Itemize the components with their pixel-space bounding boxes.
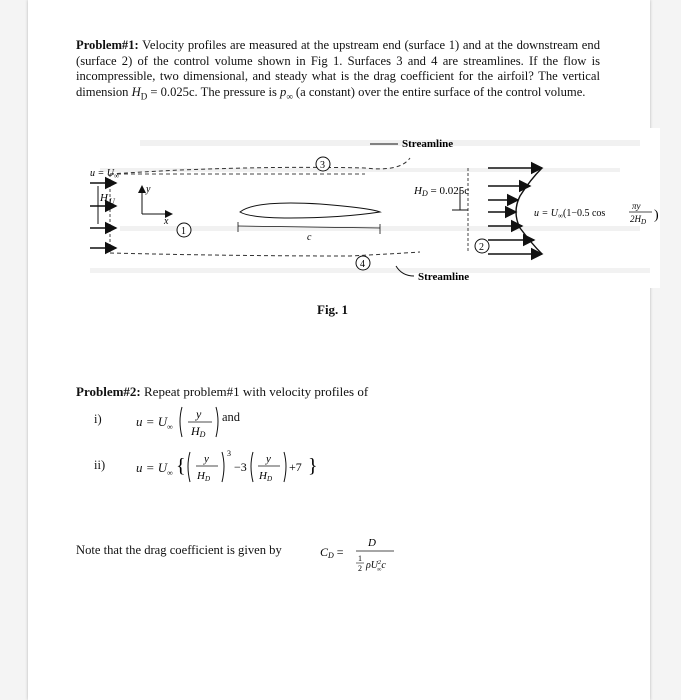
item-i-equation: $u = U_\infty$ [136,414,173,432]
control-volume-figure [80,128,660,288]
svg-text:2HD: $2H_D$ [630,214,647,226]
svg-text:y: y [204,453,209,465]
item-ii-label: ii) [94,458,106,472]
problem-1-paragraph: Problem#1: Velocity profiles are measured at the upstream end (surface 1) and at the downstream end (surface 2) of the control volume shown in Fig 1. Surfaces 3 and 4 are streamlines. If the flow is incompressible, two dimensional, and steady what is the drag coefficient for the airfoil? The vertical dimension $H_D = 0.025c$. The pressure is $p_\infty$ (a constant) over the entire surface of the control volume. [76,38,600,102]
svg-text:}: } [308,455,318,477]
svg-text:1: 1 [181,226,186,237]
svg-text:x: x [164,216,169,227]
svg-text:U: U [109,197,115,206]
label-1-circle [177,223,191,237]
svg-text:HD: HD [191,424,206,439]
svg-text:+7: +7 [289,460,302,474]
svg-text:HD: HD [259,470,273,483]
chord-label: c [307,232,312,243]
svg-text:ρU2∞c: $\rho U^2$ ∞c [366,560,386,573]
document-page [28,0,659,700]
svg-text:1: 1 [358,554,362,563]
problem-2-heading-line: Problem#2: Repeat problem#1 with velocity profiles of [76,384,369,399]
svg-text:D: D [368,537,376,549]
hd-label: HD = 0.025c [414,185,470,198]
svg-text:{: { [176,455,186,477]
item-i-label: i) [94,412,102,426]
problem-1-heading: Problem#1: [76,38,139,52]
drag-coefficient-note: Note that the drag coefficient is given by [76,543,282,557]
item-i-and: and [222,410,241,424]
label-3-circle [316,157,330,171]
svg-text:y: y [196,407,202,421]
svg-text:): ) [654,208,659,223]
streamline-top-label: Streamline [402,138,454,150]
svg-text:CD =: CD = [320,545,344,560]
svg-text:y: y [266,453,271,465]
svg-text:2: 2 [358,564,362,573]
u-equals-uinf: $u = U_\infty$ [90,168,119,180]
hu-label: H [100,192,108,204]
item-ii-equation: $u = U_\infty$ [136,460,173,478]
svg-text:πy: πy [632,201,641,211]
svg-text:3: 3 [227,449,231,458]
svg-text:3: 3 [320,160,325,171]
problem-2-heading: Problem#2: [76,384,141,399]
streamline-bottom-label: Streamline [418,271,470,283]
downstream-profile-eq: $u = U_\infty(1-0.5$ cos [534,208,606,220]
svg-text:4: 4 [360,259,365,270]
drag-coefficient-formula [320,532,430,580]
label-2-circle [475,239,489,253]
svg-text:2: 2 [479,242,484,253]
svg-text:HD: HD [197,470,211,483]
figure-caption: Fig. 1 [317,302,349,317]
label-4-circle [356,256,370,270]
svg-text:−3: −3 [234,460,247,474]
item-ii-expression [176,446,336,490]
svg-text:y: y [146,184,151,195]
